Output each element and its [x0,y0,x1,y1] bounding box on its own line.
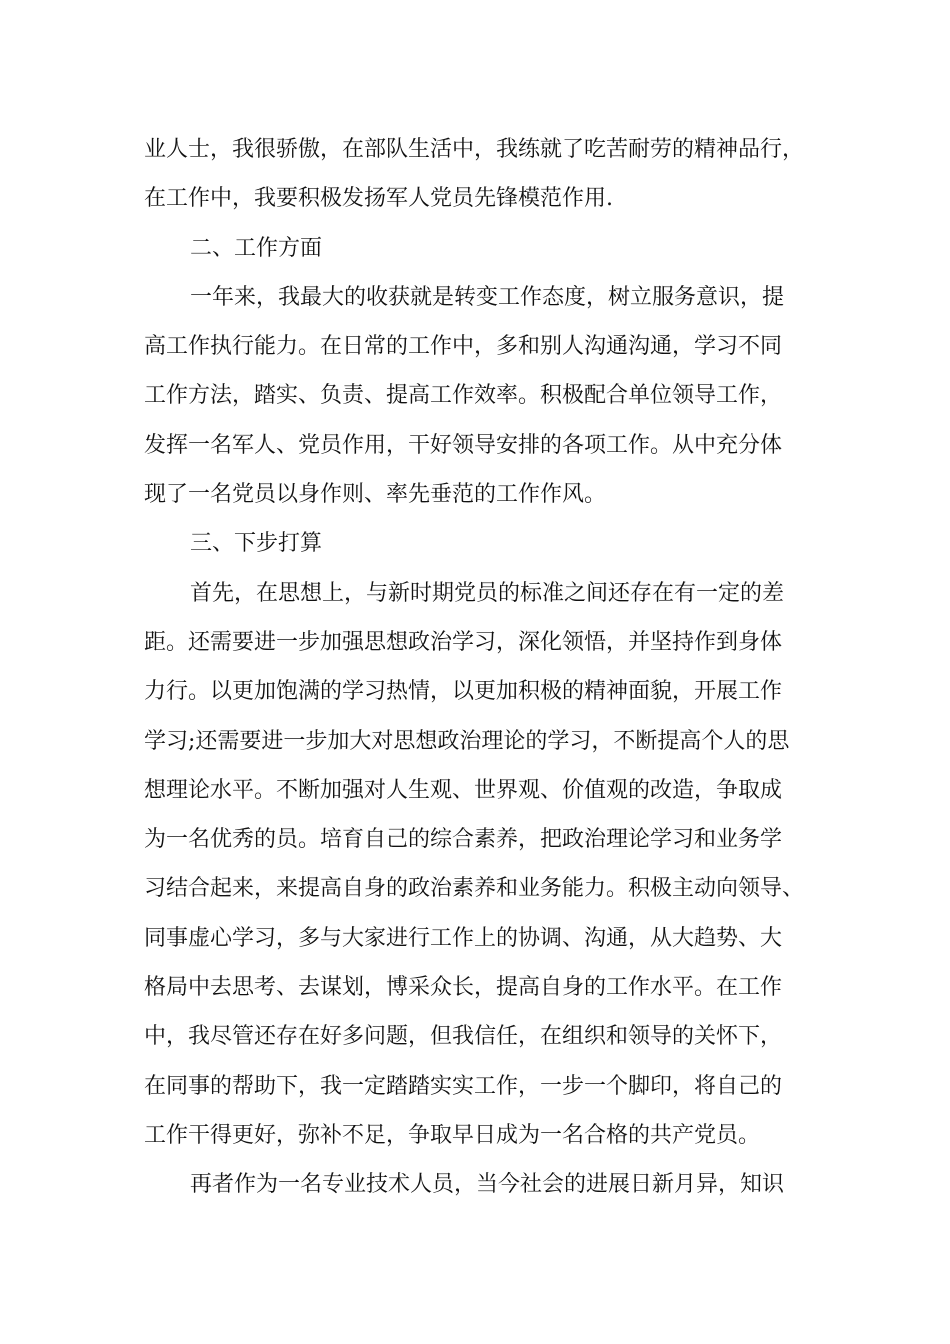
text-line: 高工作执行能力。在日常的工作中，多和别人沟通沟通，学习不同 [144,334,783,360]
text-line: 想理论水平。不断加强对人生观、世界观、价值观的改造，争取成 [144,777,783,803]
text-line: 首先，在思想上，与新时期党员的标准之间还存在有一定的差 [190,580,785,606]
text-line: 发挥一名军人、党员作用，干好领导安排的各项工作。从中充分体 [144,432,783,458]
text-line: 中，我尽管还存在好多问题，但我信任，在组织和领导的关怀下， [144,1024,783,1050]
text-line: 力行。以更加饱满的学习热情，以更加积极的精神面貌，开展工作 [144,679,783,705]
text-line: 现了一名党员以身作则、率先垂范的工作作风。 [144,482,607,508]
text-line: 工作干得更好，弥补不足，争取早日成为一名合格的共产党员。 [144,1122,761,1148]
text-line: 在工作中，我要积极发扬军人党员先锋模范作用. [144,186,613,212]
text-line: 同事虚心学习，多与大家进行工作上的协调、沟通，从大趋势、大 [144,925,783,951]
text-line: 在同事的帮助下，我一定踏踏实实工作，一步一个脚印，将自己的 [144,1073,783,1099]
text-line: 格局中去思考、去谋划，博采众长，提高自身的工作水平。在工作 [144,975,783,1001]
text-line: 为一名优秀的员。培育自己的综合素养，把政治理论学习和业务学 [144,827,783,853]
text-line: 学习;还需要进一步加大对思想政治理论的学习，不断提高个人的思 [144,728,790,754]
text-line: 一年来，我最大的收获就是转变工作态度，树立服务意识，提 [190,284,785,310]
text-line: 三、下步打算 [190,531,323,557]
text-line: 距。还需要进一步加强思想政治学习，深化领悟，并坚持作到身体 [144,629,783,655]
text-line: 习结合起来，来提高自身的政治素养和业务能力。积极主动向领导、 [144,876,805,902]
text-line: 再者作为一名专业技术人员，当今社会的进展日新月异，知识 [190,1172,785,1198]
text-line: 工作方法，踏实、负责、提高工作效率。积极配合单位领导工作， [144,383,783,409]
document-body [144,125,834,1210]
text-line: 二、工作方面 [190,235,323,261]
text-line: 业人士，我很骄傲，在部队生活中，我练就了吃苦耐劳的精神品行， [144,137,805,162]
